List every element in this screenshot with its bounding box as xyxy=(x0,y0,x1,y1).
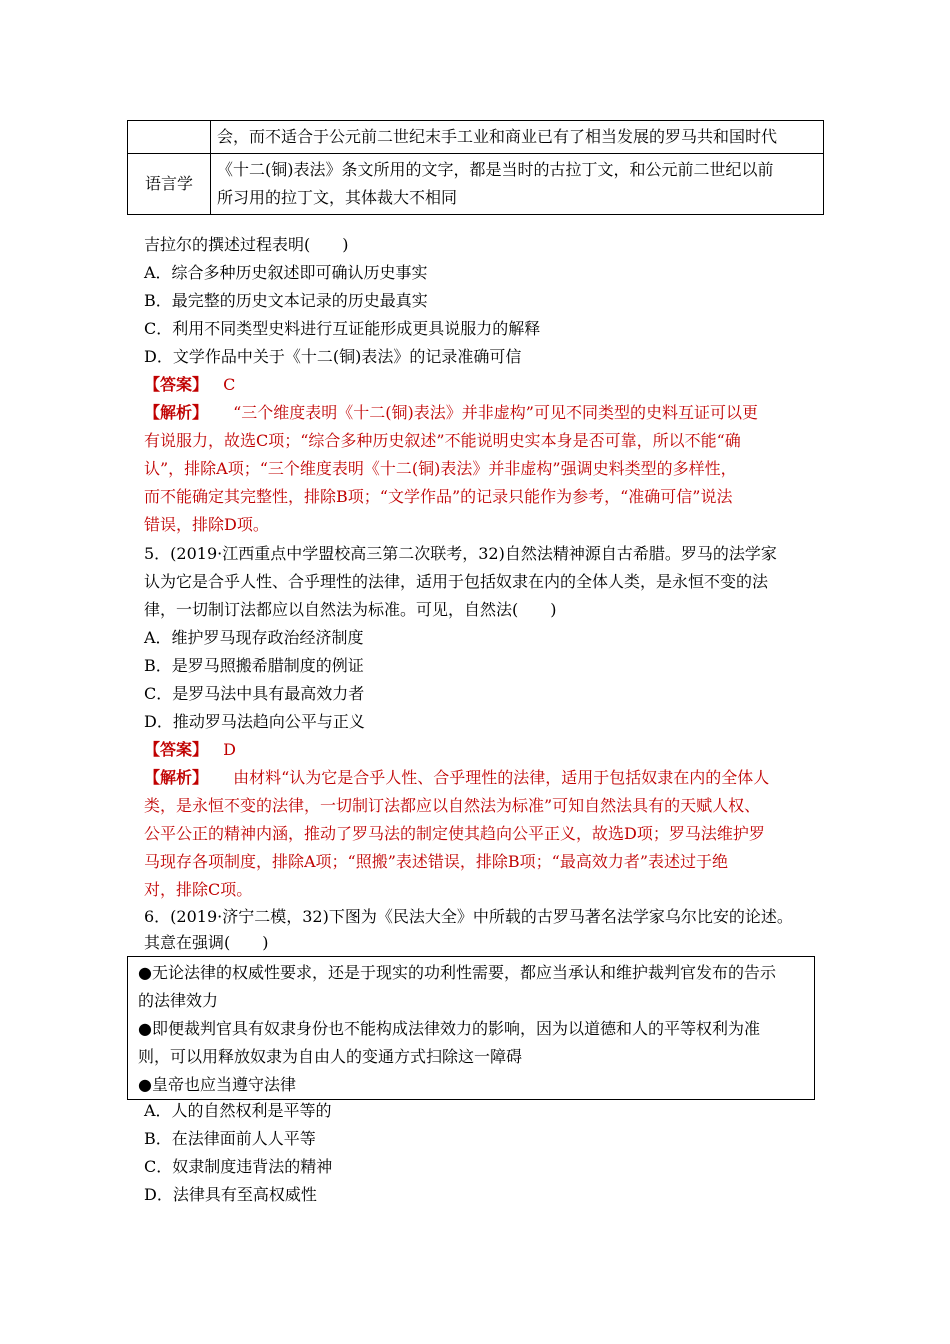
question-stem: 吉拉尔的撰述过程表明( ) xyxy=(144,235,349,254)
option-a: A．人的自然权利是平等的 xyxy=(144,1101,332,1120)
answer-line xyxy=(144,371,235,399)
answer-value: C xyxy=(223,375,236,394)
quote-line: 的法律效力 xyxy=(138,991,219,1010)
analysis-tag: 【解析】 xyxy=(144,403,209,422)
option-d: D．法律具有至高权威性 xyxy=(144,1185,317,1204)
option-a: A．维护罗马现存政治经济制度 xyxy=(144,628,364,647)
quote-box xyxy=(127,956,815,1100)
analysis-line xyxy=(144,399,758,427)
source-table xyxy=(127,120,824,215)
table-row xyxy=(128,121,824,154)
answer-tag: 【答案】 xyxy=(144,375,209,394)
answer-line xyxy=(144,736,236,764)
quote-line: ●即便裁判官具有奴隶身份也不能构成法律效力的影响，因为以道德和人的平等权利为准 xyxy=(138,1019,760,1038)
question-stem: 6．(2019·济宁二模，32)下图为《民法大全》中所载的古罗马著名法学家乌尔比安的论述。 xyxy=(144,907,793,926)
table-cell-line: 所习用的拉丁文，其体裁大不相同 xyxy=(217,188,458,207)
option-c: C．利用不同类型史料进行互证能形成更具说服力的解释 xyxy=(144,319,541,338)
analysis-line xyxy=(144,764,769,792)
option-b: B．最完整的历史文本记录的历史最真实 xyxy=(144,291,428,310)
question-stem: 5．(2019·江西重点中学盟校高三第二次联考，32)自然法精神源自古希腊。罗马的法学家 xyxy=(144,544,777,563)
table-cell-text xyxy=(211,154,824,215)
answer-value: D xyxy=(223,740,236,759)
option-b: B．在法律面前人人平等 xyxy=(144,1129,316,1148)
option-d: D．文学作品中关于《十二(铜)表法》的记录准确可信 xyxy=(144,347,522,366)
analysis-text: 而不能确定其完整性，排除B项；“文学作品”的记录只能作为参考，“准确可信”说法 xyxy=(144,487,733,506)
question-stem: 认为它是合乎人性、合乎理性的法律，适用于包括奴隶在内的全体人类，是永恒不变的法 xyxy=(144,572,769,591)
table-row xyxy=(128,154,824,215)
question-stem: 律，一切制订法都应以自然法为标准。可见，自然法( ) xyxy=(144,600,557,619)
option-c: C．是罗马法中具有最高效力者 xyxy=(144,684,365,703)
analysis-text: 马现存各项制度，排除A项；“照搬”表述错误，排除B项；“最高效力者”表述过于绝 xyxy=(144,852,729,871)
analysis-text: 公平公正的精神内涵，推动了罗马法的制定使其趋向公平正义，故选D项；罗马法维护罗 xyxy=(144,824,765,843)
table-cell-line: 《十二(铜)表法》条文所用的文字，都是当时的古拉丁文，和公元前二世纪以前 xyxy=(217,160,774,179)
analysis-text: 认”，排除A项；“三个维度表明《十二(铜)表法》并非虚构”强调史料类型的多样性， xyxy=(144,459,737,478)
table-cell-text: 会，而不适合于公元前二世纪末手工业和商业已有了相当发展的罗马共和国时代 xyxy=(211,121,824,154)
quote-line: ●皇帝也应当遵守法律 xyxy=(138,1075,296,1094)
table-cell-label: 语言学 xyxy=(128,154,211,215)
question-stem: 其意在强调( ) xyxy=(144,933,269,952)
table-cell-label xyxy=(128,121,211,154)
option-c: C．奴隶制度违背法的精神 xyxy=(144,1157,333,1176)
analysis-text: “三个维度表明《十二(铜)表法》并非虚构”可见不同类型的史料互证可以更 xyxy=(233,403,758,422)
analysis-text: 对，排除C项。 xyxy=(144,880,253,899)
answer-tag: 【答案】 xyxy=(144,740,209,759)
option-d: D．推动罗马法趋向公平与正义 xyxy=(144,712,365,731)
option-b: B．是罗马照搬希腊制度的例证 xyxy=(144,656,364,675)
analysis-tag: 【解析】 xyxy=(144,768,209,787)
quote-line: ●无论法律的权威性要求，还是于现实的功利性需要，都应当承认和维护裁判官发布的告示 xyxy=(138,963,776,982)
analysis-text: 由材料“认为它是合乎人性、合乎理性的法律，适用于包括奴隶在内的全体人 xyxy=(233,768,770,787)
analysis-text: 错误，排除D项。 xyxy=(144,515,269,534)
quote-line: 则，可以用释放奴隶为自由人的变通方式扫除这一障碍 xyxy=(138,1047,523,1066)
analysis-text: 有说服力，故选C项；“综合多种历史叙述”不能说明史实本身是否可靠，所以不能“确 xyxy=(144,431,741,450)
analysis-text: 类，是永恒不变的法律，一切制订法都应以自然法为标准”可知自然法具有的天赋人权、 xyxy=(144,796,761,815)
option-a: A．综合多种历史叙述即可确认历史事实 xyxy=(144,263,428,282)
